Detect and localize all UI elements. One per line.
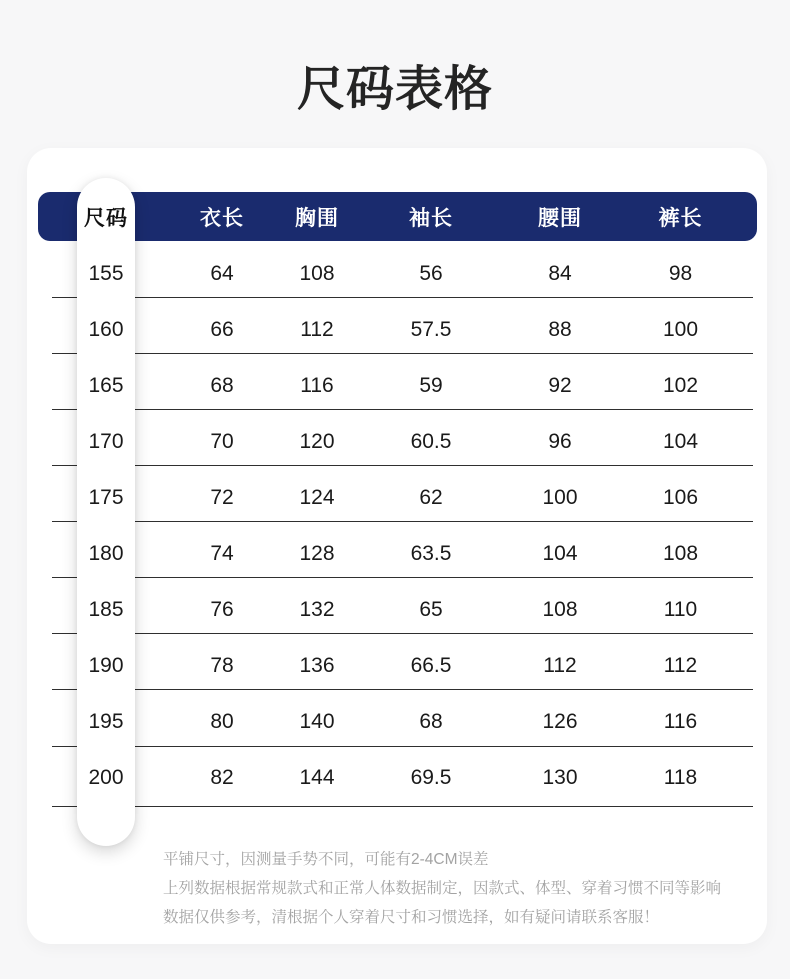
value-cell: 72 [210, 486, 234, 509]
value-cell: 108 [299, 262, 335, 285]
value-cell: 68 [419, 710, 443, 733]
table-row [52, 582, 753, 638]
column-header-6: 裤长 [658, 206, 703, 230]
size-cell: 160 [88, 318, 124, 341]
value-cell: 126 [542, 710, 578, 733]
value-cell: 84 [548, 262, 572, 285]
value-cell: 59 [419, 374, 443, 397]
value-cell: 140 [299, 710, 335, 733]
value-cell: 62 [419, 486, 443, 509]
size-cell: 180 [88, 542, 124, 565]
value-cell: 136 [299, 654, 335, 677]
value-cell: 96 [548, 430, 572, 453]
value-cell: 116 [663, 710, 698, 733]
value-cell: 110 [663, 598, 698, 621]
value-cell: 98 [668, 262, 693, 285]
size-cell: 170 [88, 430, 124, 453]
value-cell: 116 [300, 374, 334, 397]
value-cell: 92 [548, 374, 572, 397]
value-cell: 80 [210, 710, 234, 733]
table-row [52, 414, 753, 470]
value-cell: 132 [299, 598, 335, 621]
page-title: 尺码表格 [296, 63, 493, 116]
value-cell: 64 [210, 262, 234, 285]
value-cell: 102 [662, 374, 699, 397]
value-cell: 74 [210, 542, 234, 565]
row-divider-line [52, 806, 753, 807]
size-cell: 200 [88, 766, 124, 789]
table-row [52, 638, 753, 694]
size-cell: 165 [88, 374, 124, 397]
value-cell: 106 [662, 486, 699, 509]
value-cell: 108 [542, 598, 578, 621]
note-line-1: 平铺尺寸，因测量手势不同，可能有2-4CM误差 [163, 851, 489, 868]
value-cell: 69.5 [410, 766, 452, 789]
column-header-4: 袖长 [409, 206, 453, 230]
value-cell: 66 [210, 318, 234, 341]
column-header-3: 胸围 [295, 206, 339, 230]
table-row [52, 694, 753, 750]
note-line-2: 上列数据根据常规款式和正常人体数据制定，因款式、体型、穿着习惯不同等影响 [163, 880, 722, 897]
value-cell: 57.5 [410, 318, 452, 341]
value-cell: 78 [210, 654, 234, 677]
value-cell: 60.5 [410, 430, 452, 453]
table-row [52, 526, 753, 582]
value-cell: 128 [299, 542, 335, 565]
column-header-1: 尺码 [84, 206, 128, 230]
value-cell: 108 [662, 542, 699, 565]
table-row [52, 470, 753, 526]
value-cell: 76 [210, 598, 234, 621]
size-cell: 155 [88, 262, 124, 285]
value-cell: 82 [210, 766, 234, 789]
table-row [52, 750, 753, 806]
note-line-3: 数据仅供参考，清根据个人穿着尺寸和习惯选择，如有疑问请联系客服！ [163, 909, 660, 926]
value-cell: 70 [210, 430, 234, 453]
value-cell: 66.5 [410, 654, 452, 677]
column-header-2: 衣长 [200, 206, 244, 230]
table-row [52, 358, 753, 414]
value-cell: 68 [210, 374, 234, 397]
size-cell: 190 [88, 654, 124, 677]
value-cell: 63.5 [410, 542, 452, 565]
value-cell: 130 [542, 766, 578, 789]
value-cell: 120 [299, 430, 335, 453]
size-table-card [27, 148, 767, 944]
table-row [52, 302, 753, 358]
column-header-5: 腰围 [538, 206, 582, 230]
size-cell: 175 [88, 486, 124, 509]
value-cell: 56 [419, 262, 443, 285]
value-cell: 144 [299, 766, 335, 789]
value-cell: 112 [663, 654, 698, 677]
table-row [52, 246, 753, 302]
table-header-row [52, 192, 753, 241]
value-cell: 88 [548, 318, 572, 341]
value-cell: 104 [662, 430, 699, 453]
measurement-notes [163, 845, 721, 932]
value-cell: 65 [419, 598, 443, 621]
value-cell: 104 [542, 542, 578, 565]
size-cell: 195 [88, 710, 124, 733]
value-cell: 124 [299, 486, 335, 509]
value-cell: 100 [542, 486, 578, 509]
size-cell: 185 [88, 598, 124, 621]
value-cell: 118 [663, 766, 698, 789]
value-cell: 112 [543, 654, 577, 677]
value-cell: 112 [300, 318, 334, 341]
value-cell: 100 [662, 318, 699, 341]
